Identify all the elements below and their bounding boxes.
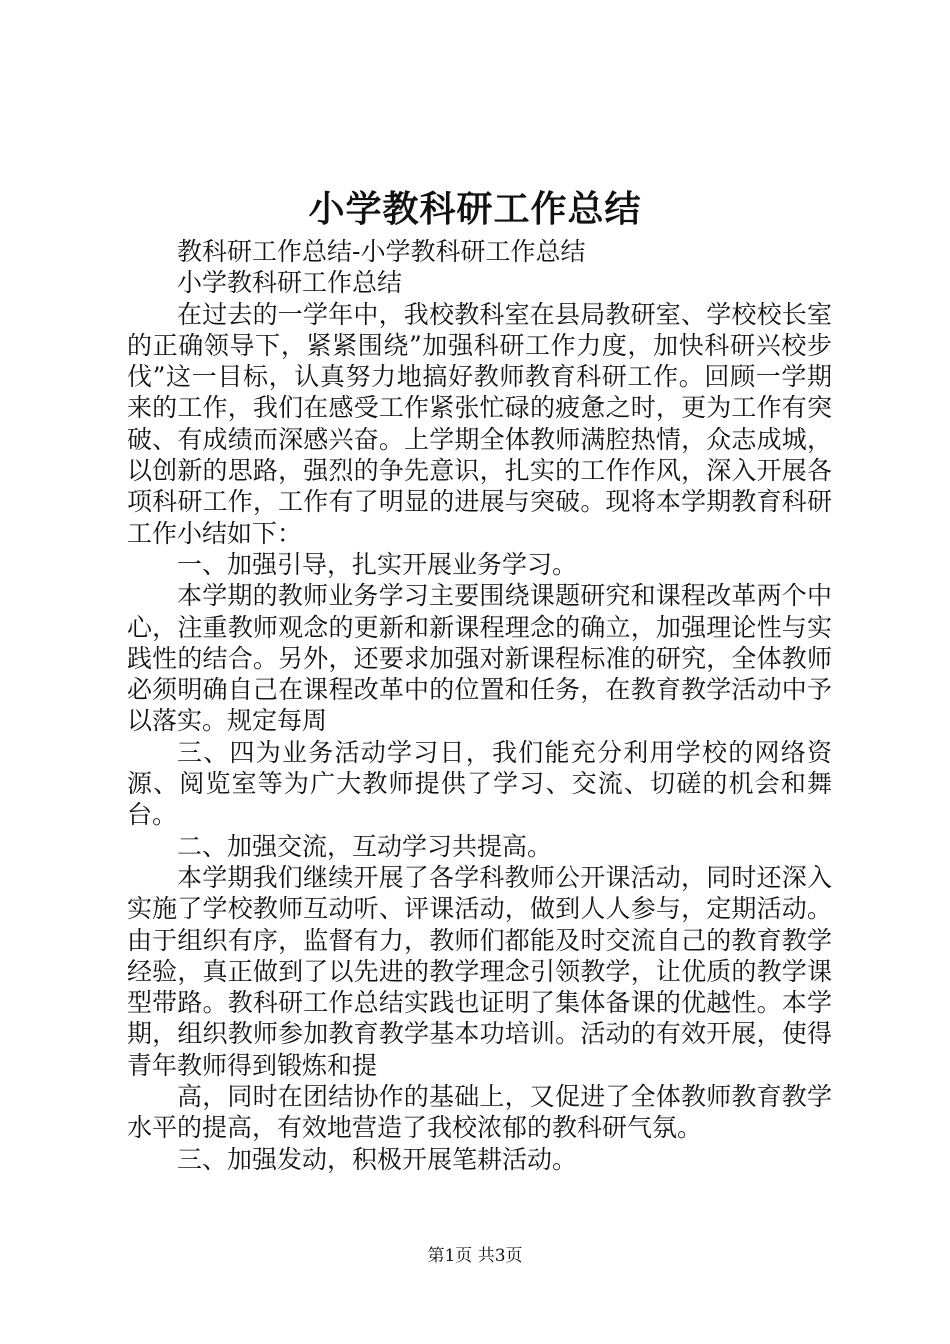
section-heading-2: 二、加强交流，互动学习共提高。 [177, 831, 553, 861]
document-title: 小学教科研工作总结 [308, 188, 642, 230]
page-number-footer: 第1页 共3页 [427, 1246, 523, 1266]
paragraph-section-1b: 三、四为业务活动学习日，我们能充分利用学校的网络资源、阅览室等为广大教师提供了学习、交流、切磋的机会和舞台。 [127, 737, 832, 830]
paragraph-heading: 小学教科研工作总结 [177, 268, 403, 298]
paragraph-section-1a: 本学期的教师业务学习主要围绕课题研究和课程改革两个中心，注重教师观念的更新和新课程理念的确立，加强理论性与实践性的结合。另外，还要求加强对新课程标准的研究，全体教师必须明确自己在课程改革中的位置和任务，在教育教学活动中予以落实。规定每周 [127, 581, 832, 736]
paragraph-subtitle: 教科研工作总结-小学教科研工作总结 [177, 237, 586, 266]
section-heading-1: 一、加强引导，扎实开展业务学习。 [177, 549, 578, 579]
paragraph-section-2b: 高，同时在团结协作的基础上，又促进了全体教师教育教学水平的提高，有效地营造了我校浓郁的教科研气氛。 [127, 1082, 832, 1143]
section-heading-3: 三、加强发动，积极开展笔耕活动。 [177, 1144, 578, 1174]
paragraph-intro: 在过去的一学年中，我校教科室在县局教研室、学校校长室的正确领导下，紧紧围绕”加强科研工作力度，加快科研兴校步伐”这一目标，认真努力地搞好教师教育科研工作。回顾一学期来的工作，我们在感受工作紧张忙碌的疲惫之时，更为工作有突破、有成绩而深感兴奋。上学期全体教师满腔热情，众志成城，以创新的思路，强烈的争先意识，扎实的工作作风，深入开展各项科研工作，工作有了明显的进展与突破。现将本学期教育科研工作小结如下： [127, 299, 832, 548]
document-body [127, 236, 832, 1175]
paragraph-section-2a: 本学期我们继续开展了各学科教师公开课活动，同时还深入实施了学校教师互动听、评课活动，做到人人参与，定期活动。由于组织有序，监督有力，教师们都能及时交流自己的教育教学经验，真正做到了以先进的教学理念引领教学，让优质的教学课型带路。教科研工作总结实践也证明了集体备课的优越性。本学期，组织教师参加教育教学基本功培训。活动的有效开展，使得青年教师得到锻炼和提 [127, 862, 832, 1080]
